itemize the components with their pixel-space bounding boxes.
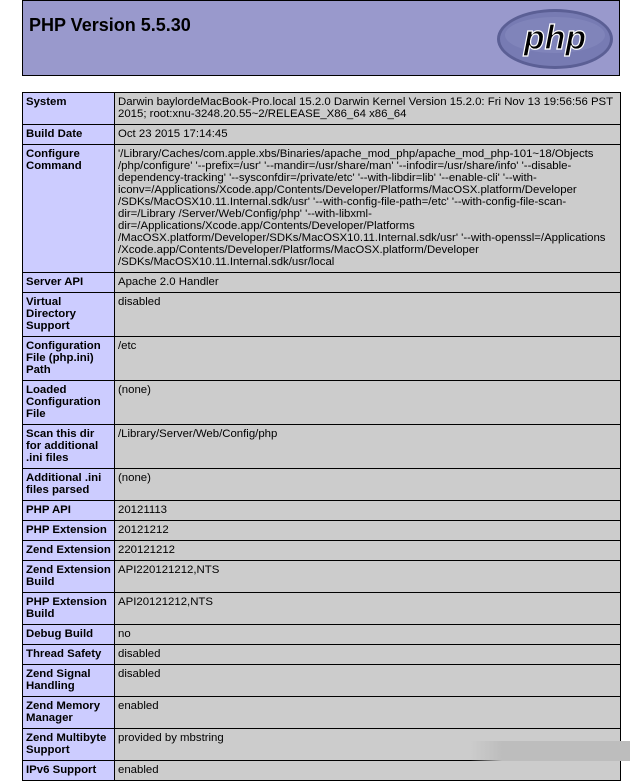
row-value: /Library/Server/Web/Config/php (115, 425, 621, 469)
row-label: Additional .ini files parsed (23, 469, 115, 501)
row-label: Thread Safety (23, 645, 115, 665)
row-value: disabled (115, 645, 621, 665)
row-value: API220121212,NTS (115, 561, 621, 593)
row-label: Zend Extension (23, 541, 115, 561)
row-value: (none) (115, 381, 621, 425)
row-value: API20121212,NTS (115, 593, 621, 625)
row-value: enabled (115, 761, 621, 781)
table-row (23, 273, 621, 293)
page-title: PHP Version 5.5.30 (29, 15, 191, 35)
row-value: 20121113 (115, 501, 621, 521)
row-label: Build Date (23, 125, 115, 145)
php-logo-text: php (523, 19, 587, 57)
row-label: Debug Build (23, 625, 115, 645)
table-row (23, 145, 621, 273)
table-row (23, 665, 621, 697)
row-value: (none) (115, 469, 621, 501)
page-header (22, 0, 620, 76)
table-row (23, 381, 621, 425)
table-row (23, 125, 621, 145)
row-value: Apache 2.0 Handler (115, 273, 621, 293)
table-row (23, 425, 621, 469)
row-value: 220121212 (115, 541, 621, 561)
table-row (23, 293, 621, 337)
table-row (23, 625, 621, 645)
row-label: System (23, 93, 115, 125)
table-row (23, 521, 621, 541)
table-row (23, 561, 621, 593)
row-label: Zend Signal Handling (23, 665, 115, 697)
row-label: Scan this dir for additional .ini files (23, 425, 115, 469)
row-label: Loaded Configuration File (23, 381, 115, 425)
row-label: Server API (23, 273, 115, 293)
row-value: Oct 23 2015 17:14:45 (115, 125, 621, 145)
table-row (23, 337, 621, 381)
table-row (23, 469, 621, 501)
row-value: /etc (115, 337, 621, 381)
row-label: IPv6 Support (23, 761, 115, 781)
row-value: 20121212 (115, 521, 621, 541)
table-row (23, 645, 621, 665)
info-table (22, 92, 621, 781)
table-row (23, 501, 621, 521)
row-label: Configuration File (php.ini) Path (23, 337, 115, 381)
row-label: PHP API (23, 501, 115, 521)
row-value: disabled (115, 293, 621, 337)
row-value: no (115, 625, 621, 645)
row-label: PHP Extension (23, 521, 115, 541)
table-row (23, 697, 621, 729)
table-row (23, 93, 621, 125)
table-row (23, 593, 621, 625)
row-value: '/Library/Caches/com.apple.xbs/Binaries/apache_mod_php/apache_mod_php-101~18/Objects /php/configure' '--prefix=/usr' '--mandir=/usr/share/man' '--infodir=/usr/share/info' '--disable-dependency-tracking' '--sysconfdir=/private/etc' '--with-libdir=lib' '--enable-cli' '--with-iconv=/Applications/Xcode.app/Contents/Developer/Platforms/MacOSX.platform/Developer /SDKs/MacOSX10.11.Internal.sdk/usr' '--with-config-file-path=/etc' '--with-config-file-scan-dir=/Library /Server/Web/Config/php' '--with-libxml-dir=/Applications/Xcode.app/Contents/Developer/Platforms /MacOSX.platform/Developer/SDKs/MacOSX10.11.Internal.sdk/usr' '--with-openssl=/Applications /Xcode.app/Contents/Developer/Platforms/MacOSX.platform/Developer /SDKs/MacOSX10.11.Internal.sdk/usr/local (115, 145, 621, 273)
row-label: Zend Extension Build (23, 561, 115, 593)
scroll-edge (470, 741, 630, 761)
php-logo[interactable] (495, 7, 615, 71)
row-value: provided by mbstring (115, 729, 621, 761)
row-value: enabled (115, 697, 621, 729)
row-label: Zend Memory Manager (23, 697, 115, 729)
row-label: Zend Multibyte Support (23, 729, 115, 761)
row-value: disabled (115, 665, 621, 697)
table-row (23, 541, 621, 561)
row-value: Darwin baylordeMacBook-Pro.local 15.2.0 Darwin Kernel Version 15.2.0: Fri Nov 13 19:56:56 PST 2015; root:xnu-3248.20.55~2/RELEASE_X86_64 x86_64 (115, 93, 621, 125)
row-label: PHP Extension Build (23, 593, 115, 625)
row-label: Virtual Directory Support (23, 293, 115, 337)
row-label: Configure Command (23, 145, 115, 273)
table-row (23, 761, 621, 781)
